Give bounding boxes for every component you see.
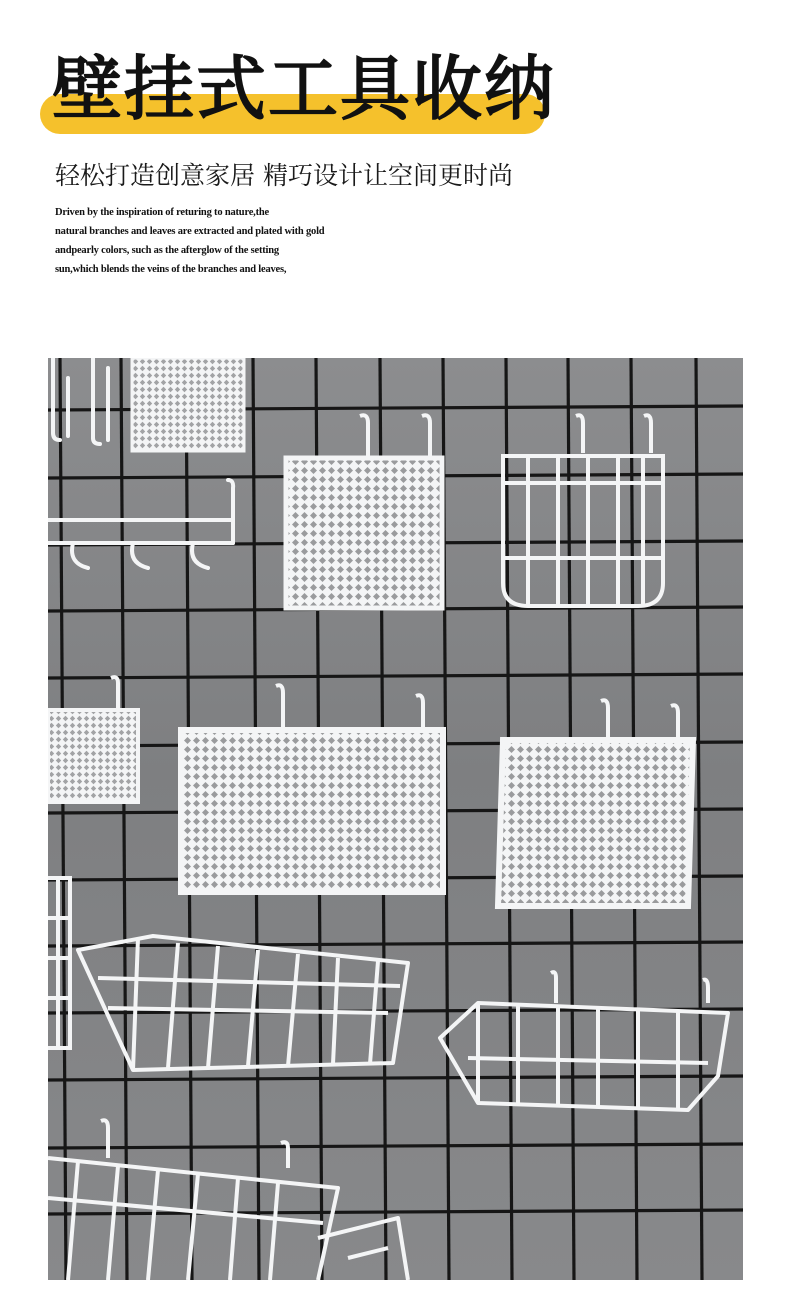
wire-basket-left-partial: [48, 878, 70, 1048]
page-subtitle: 轻松打造创意家居 精巧设计让空间更时尚: [55, 161, 513, 190]
wire-basket-bottom: [48, 1120, 408, 1280]
description-line: Driven by the inspiration of returing to nature,the: [55, 207, 269, 218]
grid-wire-vertical: [60, 358, 66, 1280]
wire-cup-holder: [503, 415, 663, 606]
mesh-tall-basket: [498, 700, 693, 906]
product-illustration: [48, 358, 743, 1280]
description-line: sun,which blends the veins of the branches and leaves,: [55, 264, 287, 275]
grid-wire-horizontal: [48, 1144, 743, 1148]
grid-wire-horizontal: [48, 674, 743, 678]
mesh-large-basket: [181, 685, 443, 892]
title-block: [40, 44, 556, 144]
grid-wire-vertical: [696, 358, 702, 1280]
wire-tray: [78, 936, 408, 1070]
mesh-cup-holder: [286, 415, 442, 608]
mesh-cup-partial: [132, 358, 244, 451]
wire-tray-right: [440, 972, 728, 1110]
hook-rail: [48, 480, 233, 568]
product-photo: [48, 358, 743, 1280]
description-line: natural branches and leaves are extracted and plated with gold: [55, 226, 325, 237]
grid-wire-vertical: [121, 358, 127, 1280]
description-line: andpearly colors, such as the afterglow of the setting: [55, 245, 279, 256]
page-title: 壁挂式工具收纳: [52, 48, 556, 130]
description: [55, 203, 385, 279]
grid-wire-horizontal: [48, 942, 743, 946]
